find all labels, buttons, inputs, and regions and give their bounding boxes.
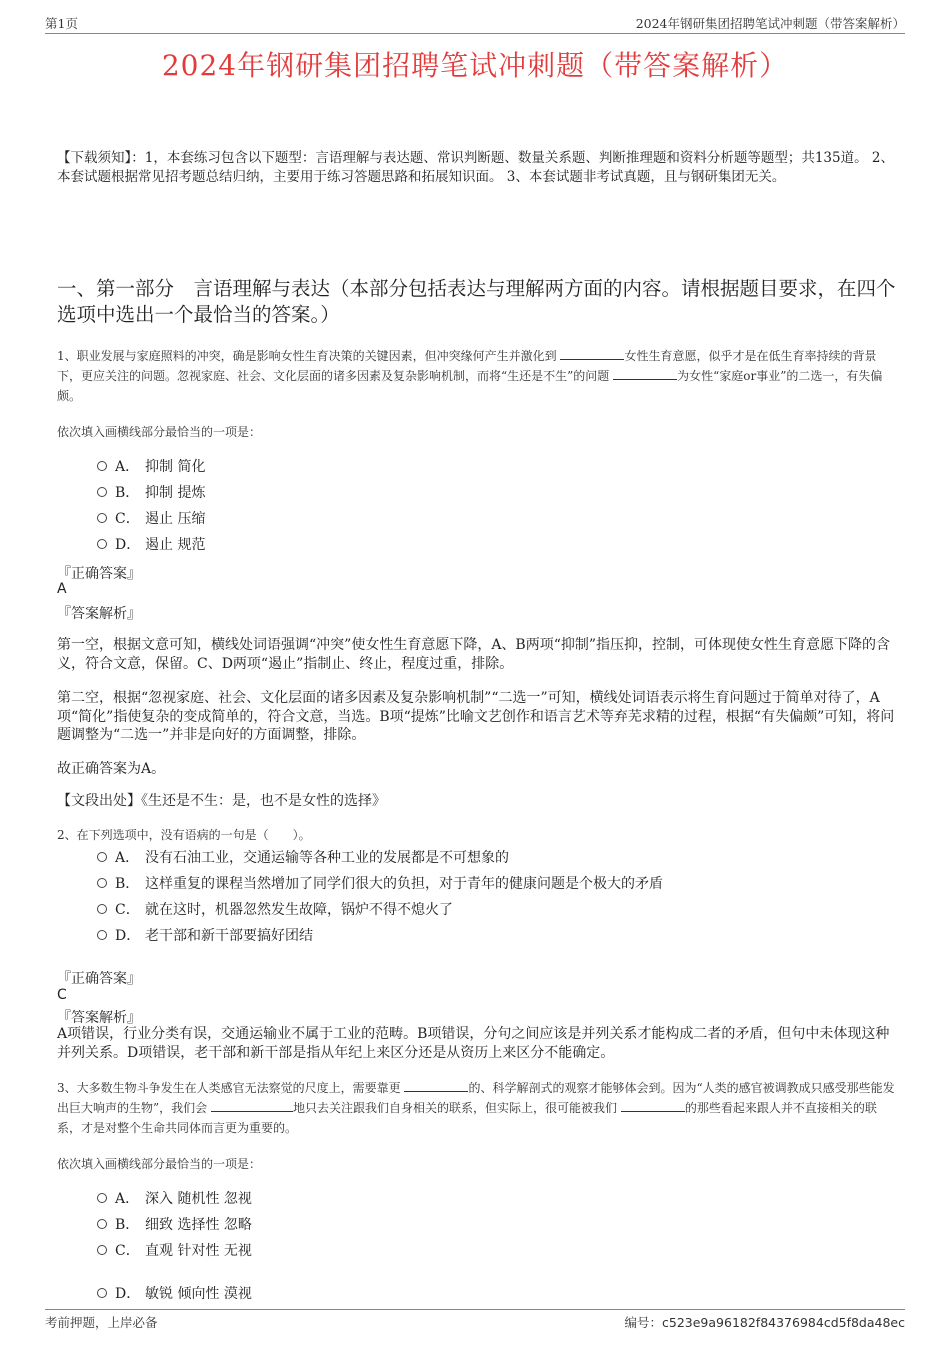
radio-icon[interactable] <box>97 878 107 888</box>
option-letter: C． <box>115 511 140 527</box>
q1-text-part: 女性生育意愿，似乎才是在低生育率持续的背景下，更应关注的问题。忽视家庭、社会、文化层面的诸多因素及复杂影响机制，而将“生还是不生”的问题 <box>57 349 877 383</box>
q1-option-a[interactable] <box>97 458 205 476</box>
fill-blank <box>621 1099 685 1112</box>
footer-slogan: 考前押题，上岸必备 <box>45 1315 158 1330</box>
radio-icon[interactable] <box>97 487 107 497</box>
option-text: 这样重复的课程当然增加了同学们很大的负担，对于青年的健康问题是个极大的矛盾 <box>145 876 663 892</box>
q3-option-c[interactable] <box>97 1242 252 1260</box>
option-letter: A． <box>115 1191 140 1207</box>
download-notice: 【下载须知】：1，本套练习包含以下题型：言语理解与表达题、常识判断题、数量关系题、判断推理题和资料分析题等题型；共135道。 2、本套试题根据常见招考题总结归纳，主要用于练习答题思路和拓展知识面。 3、本套试题非考试真题，且与钢研集团无关。 <box>57 150 894 185</box>
q1-option-b[interactable] <box>97 484 205 502</box>
radio-icon[interactable] <box>97 1288 107 1298</box>
option-text: 细致 选择性 忽略 <box>145 1217 252 1233</box>
page-number: 第1页 <box>45 16 78 31</box>
radio-icon[interactable] <box>97 461 107 471</box>
radio-icon[interactable] <box>97 904 107 914</box>
section-heading: 一、第一部分 言语理解与表达（本部分包括表达与理解两方面的内容。请根据题目要求，在四个选项中选出一个最恰当的答案。） <box>57 277 896 326</box>
q1-source: 【文段出处】《生还是不生：是，也不是女性的选择》 <box>57 793 386 809</box>
q1-option-d[interactable] <box>97 536 205 554</box>
radio-icon[interactable] <box>97 1193 107 1203</box>
option-letter: B． <box>115 1217 140 1233</box>
option-letter: B． <box>115 485 140 501</box>
radio-icon[interactable] <box>97 1245 107 1255</box>
header-divider <box>45 33 905 34</box>
option-text: 遏止 压缩 <box>145 511 206 527</box>
option-text: 抑制 简化 <box>145 459 206 475</box>
option-letter: A． <box>115 459 140 475</box>
footer-code-value: c523e9a96182f84376984cd5f8da48ec <box>662 1315 905 1330</box>
q2-answer: C <box>57 987 67 1003</box>
fill-blank <box>613 367 677 380</box>
page-title: 2024年钢研集团招聘笔试冲刺题（带答案解析） <box>161 49 789 82</box>
q1-answer: A <box>57 581 67 597</box>
option-text: 深入 随机性 忽视 <box>145 1191 252 1207</box>
question-1-text <box>57 346 899 406</box>
option-text: 就在这时，机器忽然发生故障，锅炉不得不熄火了 <box>145 902 453 918</box>
q3-text-part: 3、大多数生物斗争发生在人类感官无法察觉的尺度上，需要靠更 <box>57 1081 401 1095</box>
option-text: 遏止 规范 <box>145 537 206 553</box>
fill-blank <box>211 1099 293 1112</box>
q2-option-c[interactable] <box>97 901 453 919</box>
option-letter: D． <box>115 1286 141 1302</box>
footer-code <box>624 1313 905 1331</box>
radio-icon[interactable] <box>97 930 107 940</box>
q3-text-part: 的、科学解剖式的观察才能够体会到。因为“人类的感官被调教成只感受那些能发出巨大响声的生物”，我们会 <box>57 1081 895 1115</box>
q1-text-part: 1、职业发展与家庭照料的冲突，确是影响女性生育决策的关键因素，但冲突缘何产生并激化到 <box>57 349 557 363</box>
q1-answer-label: 『正确答案』 <box>57 566 141 582</box>
q3-option-d[interactable] <box>97 1285 252 1303</box>
q1-analysis-1: 第一空，根据文意可知，横线处词语强调“冲突”使女性生育意愿下降，A、B两项“抑制”指压抑，控制，可体现使女性生育意愿下降的含义，符合文意，保留。C、D两项“遏止”指制止、终止，程度过重，排除。 <box>57 637 891 672</box>
option-text: 老干部和新干部要搞好团结 <box>145 928 313 944</box>
q2-option-d[interactable] <box>97 927 313 945</box>
q1-analysis-2: 第二空，根据“忽视家庭、社会、文化层面的诸多因素及复杂影响机制”“二选一”可知，横线处词语表示将生育问题过于简单对待了，A项“简化”指使复杂的变成简单的，符合文意，当选。B项“提炼”比喻文艺创作和语言艺术等弃芜求精的过程，根据“有失偏颇”可知，将问题调整为“二选一”并非是向好的方面调整，排除。 <box>57 690 895 743</box>
footer-code-label: 编号： <box>624 1315 662 1330</box>
header-doc-title: 2024年钢研集团招聘笔试冲刺题（带答案解析） <box>635 16 905 31</box>
q3-text-part: 的那些看起来跟人并不直接相关的联系，才是对整个生命共同体而言更为重要的。 <box>57 1101 877 1135</box>
q1-analysis-label: 『答案解析』 <box>57 606 141 622</box>
option-letter: C． <box>115 902 140 918</box>
option-letter: D． <box>115 928 141 944</box>
option-text: 没有石油工业，交通运输等各种工业的发展都是不可想象的 <box>145 850 509 866</box>
question-1-prompt: 依次填入画横线部分最恰当的一项是： <box>57 425 262 439</box>
q1-conclusion: 故正确答案为A。 <box>57 761 166 777</box>
radio-icon[interactable] <box>97 539 107 549</box>
option-letter: D． <box>115 537 141 553</box>
q3-option-b[interactable] <box>97 1216 252 1234</box>
q3-option-a[interactable] <box>97 1190 252 1208</box>
q3-text-part: 地只去关注跟我们自身相关的联系，但实际上，很可能被我们 <box>292 1101 617 1115</box>
option-text: 敏锐 倾向性 漠视 <box>145 1286 252 1302</box>
radio-icon[interactable] <box>97 852 107 862</box>
q2-answer-label: 『正确答案』 <box>57 971 141 987</box>
q2-option-a[interactable] <box>97 849 509 867</box>
q2-analysis-label: 『答案解析』 <box>57 1010 141 1026</box>
option-letter: A． <box>115 850 140 866</box>
q2-analysis: A项错误，行业分类有误，交通运输业不属于工业的范畴。B项错误，分句之间应该是并列关系才能构成二者的矛盾，但句中未体现这种并列关系。D项错误，老干部和新干部是指从年纪上来区分还是从资历上来区分不能确定。 <box>57 1026 890 1061</box>
q2-option-b[interactable] <box>97 875 663 893</box>
footer-divider <box>45 1309 905 1310</box>
radio-icon[interactable] <box>97 513 107 523</box>
question-3-prompt: 依次填入画横线部分最恰当的一项是： <box>57 1157 262 1171</box>
q1-text-part: 为女性“家庭or事业”的二选一，有失偏颇。 <box>57 369 883 403</box>
q1-option-c[interactable] <box>97 510 205 528</box>
fill-blank <box>560 347 624 360</box>
option-text: 抑制 提炼 <box>145 485 206 501</box>
question-2-text: 2、在下列选项中，没有语病的一句是（ ）。 <box>57 828 311 842</box>
option-letter: B． <box>115 876 140 892</box>
option-text: 直观 针对性 无视 <box>145 1243 252 1259</box>
radio-icon[interactable] <box>97 1219 107 1229</box>
fill-blank <box>404 1079 468 1092</box>
question-3-text <box>57 1078 899 1138</box>
option-letter: C． <box>115 1243 140 1259</box>
